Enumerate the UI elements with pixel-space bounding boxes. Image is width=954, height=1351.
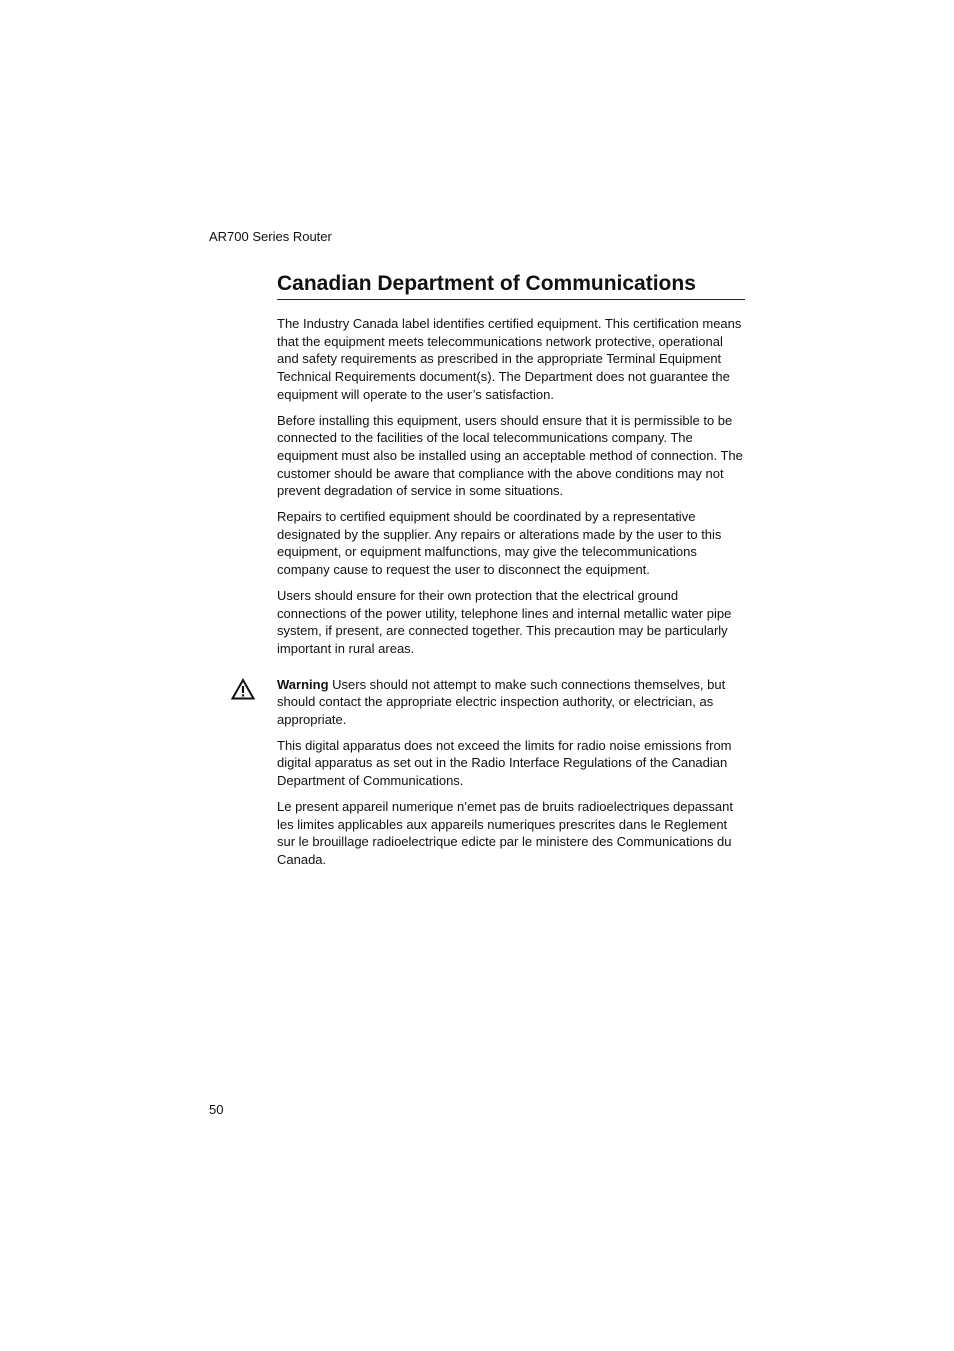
warning-triangle-icon (231, 678, 255, 700)
warning-label: Warning (277, 676, 329, 692)
paragraph-industry-canada-label: The Industry Canada label identifies certified equipment. This certification means that the equipment meets telecommunications network protective, operational and safety requirements as prescribed in the appropriate Terminal Equipment Technical Requirements document(s). The Department does not guarantee the equipment will operate to the user’s satisfaction. (277, 316, 742, 402)
paragraph-electrical-ground: Users should ensure for their own protection that the electrical ground connections of the power utility, telephone lines and internal metallic water pipe system, if present, are connected together. This precaution may be particularly important in rural areas. (277, 587, 732, 656)
warning-note (277, 676, 745, 729)
paragraph-before-installing: Before installing this equipment, users should ensure that it is permissible to be connected to the facilities of the local telecommunications company. The equipment must also be installed using an acceptable method of connection. The customer should be aware that compliance with the above conditions may not prevent degradation of service in some situations. (277, 412, 743, 499)
running-header: AR700 Series Router (209, 229, 332, 244)
warning-text (277, 676, 745, 729)
paragraph-repairs: Repairs to certified equipment should be coordinated by a representative designated by the supplier. Any repairs or alterations made by the user to this equipment, or equipment malfunctions, may give the telecommunications company cause to request the user to disconnect the equipment. (277, 509, 722, 578)
warning-body: Users should not attempt to make such connections themselves, but should contact the appropriate electric inspection authority, or electrician, as appropriate. (277, 676, 726, 728)
content-section (277, 270, 745, 877)
paragraph-radio-noise-english: This digital apparatus does not exceed the limits for radio noise emissions from digital apparatus as set out in the Radio Interface Regulations of the Canadian Department of Communications. (277, 737, 732, 789)
body-text (277, 315, 745, 869)
page-number: 50 (209, 1102, 224, 1117)
paragraph-radio-noise-french: Le present appareil numerique n’emet pas de bruits radioelectriques depassant les limites applicables aux appareils numeriques prescrites dans le Reglement sur le brouillage radioelectrique edicte par le ministere des Communications du Canada. (277, 798, 734, 867)
section-title: Canadian Department of Communications (277, 270, 745, 300)
